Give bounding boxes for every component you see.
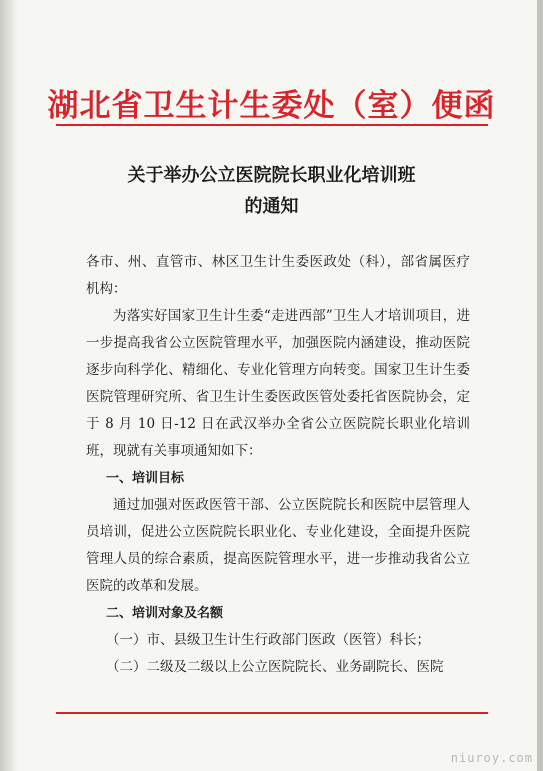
footer-red-rule: [56, 712, 488, 714]
section-2-heading: 二、培训对象及名额: [106, 606, 224, 621]
section-2-item-1: （一）市、县级卫生计生行政部门医政（医管）科长；: [106, 632, 430, 648]
section-1-paragraph: 通过加强对医政医管干部、公立医院院长和医院中层管理人员培训，促进公立医院院长职业化、专业化建设，全面提升医院管理人员的综合素质，提高医院管理水平，进一步推动我省公立医院的改革和发展。: [86, 497, 470, 594]
site-watermark: niuroy.com: [450, 751, 533, 765]
notice-title: [0, 160, 543, 222]
notice-title-line-2: 的通知: [244, 196, 299, 217]
section-2-item-2: （二）二级及二级以上公立医院院长、业务副院长、医院: [106, 659, 444, 675]
notice-title-line-1: 关于举办公立医院院长职业化培训班: [127, 165, 416, 186]
letterhead-title: 湖北省卫生计生委处（室）便函: [47, 88, 496, 124]
intro-paragraph: 为落实好国家卫生计生委“走进西部”卫生人才培训项目，进一步提高我省公立医院管理水平，加强医院内涵建设，推动医院逐步向科学化、精细化、专业化管理方向转变。国家卫生计生委医院管理研究所、省卫生计生委医政医管处委托省医院协会，定于 8 月 10 日-12 日在武汉举办全省公立医院院长职业化培训班，现就有关事项通知如下：: [86, 308, 470, 459]
section-1-heading: 一、培训目标: [106, 471, 185, 486]
salutation: 各市、州、直管市、林区卫生计生委医政处（科），部省属医疗机构：: [86, 254, 470, 297]
letterhead-red-rule: [56, 124, 488, 126]
notice-body: [86, 249, 470, 681]
